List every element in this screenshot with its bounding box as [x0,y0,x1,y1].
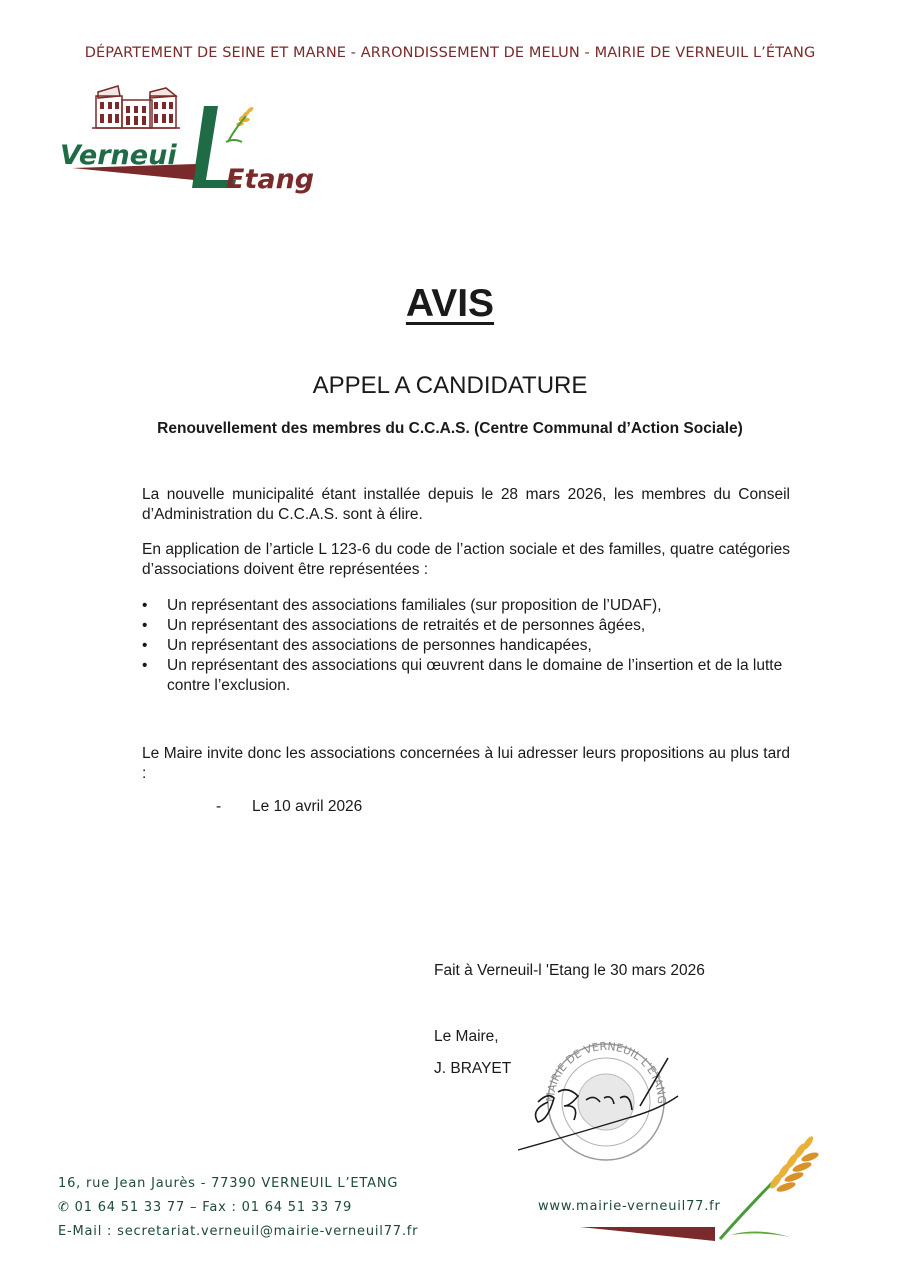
paragraph-3: Le Maire invite donc les associations concernées à lui adresser leurs propositions au plus tard : [142,745,790,782]
list-item: • Un représentant des associations de retraités et de personnes âgées, [142,617,646,634]
subtitle: Renouvellement des membres du C.C.A.S. (Centre Communal d’Action Sociale) [157,420,743,437]
place-date: Fait à Verneuil-l 'Etang le 30 mars 2026 [434,962,705,979]
deadline-date: Le 10 avril 2026 [252,798,363,815]
stamp-text: MAIRIE DE VERNEUIL L'ETANG [543,1040,669,1105]
list-item: • Un représentant des associations qui œuvrent dans le domaine de l’insertion et de la lutte contre l’exclusion. [142,657,783,694]
footer-address: 16, rue Jean Jaurès - 77390 VERNEUIL L’ETANG [58,1176,399,1191]
category-list [142,596,790,696]
signatory-name: J. BRAYET [434,1060,512,1077]
wheat-icon [580,1135,830,1250]
logo-word-verneuil: Verneui [60,140,177,171]
dash-icon: - [216,798,222,815]
avis-heading: AVIS [405,282,495,325]
deadline [216,798,362,816]
town-hall-icon [58,82,338,197]
paragraph-2: En application de l’article L 123-6 du code de l’action sociale et des familles, quatre catégories d’associations doivent être représentées : [142,541,790,578]
footer-website-link[interactable]: www.mairie-verneuil77.fr [538,1199,721,1214]
signatory-role: Le Maire, [434,1028,499,1045]
page-title [0,282,900,326]
bullet-icon: • [142,617,148,634]
list-item: • Un représentant des associations de personnes handicapées, [142,637,592,654]
footer-email[interactable]: E-Mail : secretariat.verneuil@mairie-verneuil77.fr [58,1224,419,1239]
bullet-icon: • [142,637,148,654]
paragraph-1: La nouvelle municipalité étant installée depuis le 28 mars 2026, les membres du Conseil d’Administration du C.C.A.S. sont à élire. [142,486,790,523]
appel-heading: APPEL A CANDIDATURE [312,372,588,399]
bullet-icon: • [142,657,148,674]
list-item: • Un représentant des associations familiales (sur proposition de l’UDAF), [142,597,662,614]
verneuil-logo [58,82,338,197]
bullet-icon: • [142,597,148,614]
wheat-decoration [580,1135,830,1250]
footer-phone-fax: ✆ 01 64 51 33 77 – Fax : 01 64 51 33 79 [58,1200,353,1215]
logo-word-etang: Etang [226,164,315,195]
department-header: DÉPARTEMENT DE SEINE ET MARNE - ARRONDISSEMENT DE MELUN - MAIRIE DE VERNEUIL L’ÉTANG [84,45,816,61]
